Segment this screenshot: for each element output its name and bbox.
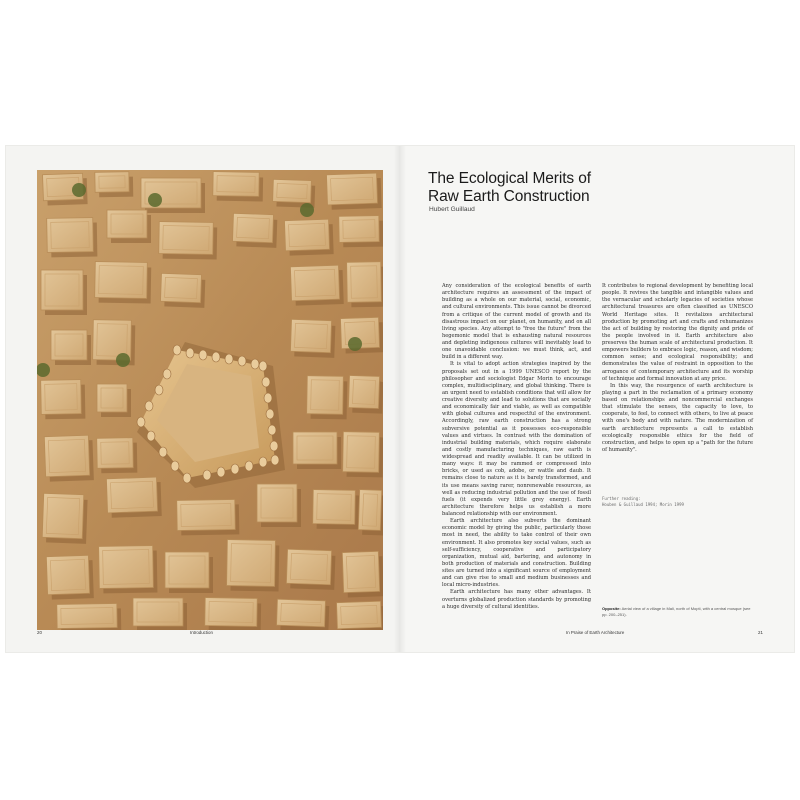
further-reading-label: Further reading: <box>602 496 641 501</box>
right-running-head: In Praise of Earth Architecture <box>566 630 625 635</box>
text-column-1 <box>442 283 591 611</box>
article-author: Hubert Guillaud <box>429 206 475 213</box>
photo-caption <box>602 606 752 617</box>
book-gutter <box>394 146 406 652</box>
paragraph: Earth architecture also subverts the dominant economic model by giving the public, particularly those most in need, the ability to take control of their own environment. It also promotes key social values, such as self-sufficiency, cooperative and participatory organization, mutual aid, bartering, and autonomy in both production of materials and construction. Building sites are turned into a significant source of employment and can give rise to small and medium businesses and local micro-industries. <box>442 518 591 589</box>
paragraph: Earth architecture has many other advantages. It overturns globalized production standards by promoting a huge diversity of cultural identities. <box>442 589 591 610</box>
paragraph: In this way, the resurgence of earth architecture is playing a part in the reclamation of a primary economy based on relationships and noncommercial exchanges that stimulate the senses, the capacity to love, to cooperate, to feel, to connect with others, to live at peace with one's body and with nature. The modernization of earth architecture represents a call to establish ecologically responsible ethics for the field of construction, and helps to open up a "path for the future of humanity". <box>602 382 753 453</box>
text-column-2 <box>602 283 753 454</box>
caption-lead: Opposite: <box>602 606 621 611</box>
article-title <box>428 170 758 206</box>
article-title-line-2: Raw Earth Construction <box>428 188 590 205</box>
right-folio: 21 <box>758 630 763 635</box>
article-title-line-1: The Ecological Merits of <box>428 170 591 187</box>
caption-text: Aerial view of a village in Mali, north of Mopti, with a central mosque (see pp. 200–251). <box>602 606 751 617</box>
left-running-head: Introduction <box>190 630 213 635</box>
further-reading <box>602 496 752 507</box>
further-reading-refs: Houben & Guillaud 1994; Morin 1999 <box>602 501 684 507</box>
paragraph: Any consideration of the ecological benefits of earth architecture requires an assessment of the impact of building as a whole on our material, social, economic, and cultural environments. This issue cannot be divorced from a critique of the current model of growth and its disastrous impact on our planet, on humanity, and on all living species. Any attempt to "free the future" from the hegemonic model that is exhausting natural resources and depleting indigenous cultures will inevitably lead to one unavoidable conclusion: we must think, act, and build in a different way. <box>442 283 591 361</box>
aerial-village-photo <box>37 170 383 630</box>
paragraph: It is vital to adopt action strategies inspired by the proposals set out in a 1999 UNESCO report by the philosopher and sociologist Edgar Morin to encourage complex, multidisciplinary, and global thinking. There is an urgent need to establish conditions that will allow for creative diversity and lead to solutions that are socially and economically fair and viable, as well as compatible with global cultures and respectful of the environment. Accordingly, raw earth construction has a strong subversive potential as it possesses eco-responsible values and virtues. In contrast with the domination of industrial building materials, which require elaborate and costly manufacturing techniques, raw earth is widespread and readily available. It can be utilized in many ways: it may be rammed or compressed into bricks, or used as cob, adobe, or wattle and daub. It remains close to nature as it is barely transformed, and its use means saving rarer, nonrenewable resources, as well as reducing industrial pollution and the use of fossil fuels (it expends very little grey energy). Earth architecture therefore helps us establish a more balanced relationship with our environment. <box>442 361 591 517</box>
aerial-village-illustration <box>37 170 383 630</box>
paragraph: It contributes to regional development by benefiting local people. It revives the tangible and intangible values and the vernacular and scholarly legacies of societies whose architectural treasures are often classified as UNESCO World Heritage sites. It revitalizes architectural production by promoting art and crafts and rehumanizes the act of building by restoring the dignity and pride of the people involved in it. Earth architecture also preserves the human scale of architectural production. It empowers builders to embrace logic, reason, and wisdom; common sense; and ecological responsibility; and demonstrates the value of restraint in opposition to the arrogance of contemporary architecture and its worship of technique and formal innovation at any price. <box>602 283 753 382</box>
left-folio: 20 <box>37 630 42 635</box>
